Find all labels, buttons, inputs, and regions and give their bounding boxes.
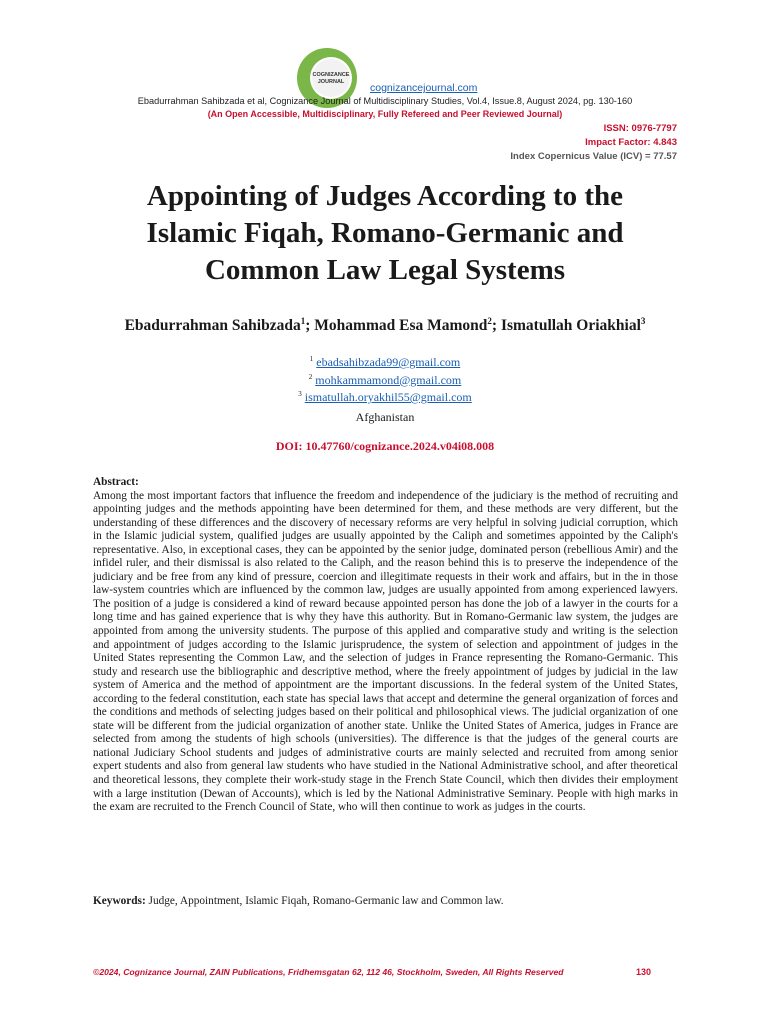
country: Afghanistan bbox=[355, 410, 415, 424]
abstract-text: Among the most important factors that influence the freedom and independence of the judiciary is the method of recruiting and appointing judges and the methods appointing have been determined for them, and these methods are very different, but the understanding of these differences and the discovery of necessary reforms are very helpful in solving judicial corruption, which in the Islamic judicial system, qualified judges are usually appointed by the Caliph and sometimes appointed by the Caliph's representative. Also, in exceptional cases, they can be appointed by the senior judge, dominated person (rebellious Amir) and the infidel ruler, and their dismissal is also related to the Caliph, and the reason behind this is to preserve the independence of the judiciary and be free from any kind of pressure, coercion and illegitimate requests in their work and affairs, but in the in those law-system countries which are influenced by the common law, judges are usually appointed from among experienced lawyers. The position of a judge is considered a kind of reward because appointed person has done the job of a lawyer in the courts for a long time and has gained experience that is why they have this authority. But in Romano-Germanic law system, the judges are appointed from among the university students. The purpose of this applied and comparative study and writing is the selection and appointment of judges according to the Islamic jurisprudence, the system of selection and appointment of judges in the United States representing the Common Law, and the selection of judges in France representing the Romano-Germanic. This study and research use the bibliographic and descriptive method, where the freely appointment of judges by judicial in the law system of America and the method of appointment are the important discussions. In the federal system of the United States, according to the federal constitution, each state has special laws that accept and determine the general organization of forces and the conditions and methods of selecting judges based on their political and philosophical views. The judicial organization of one state will be different from the judicial organization of another state. Unlike the United States of America, judges in France are selected from among the students of high schools (universities). The difference is that the judges of the general courts are national Judiciary School students and judges of administrative courts are mainly selected and recruited from among senior expert students and also from general law students who have studied in the National Administrative school, and after theoretical and theoretical lessons, they complete their work-study stage in the French State Council, which then divides their employment with a large institution (Dewan of Accounts), which is led by the National Administrative Seminary. People with high marks in the exam are recruited to the French Council of State, who will then continue to work as judges in the courts. bbox=[93, 489, 678, 814]
author-separator: ; bbox=[305, 317, 315, 335]
abstract bbox=[93, 476, 678, 815]
issn: ISSN: 0976-7797 bbox=[603, 123, 677, 134]
email-index: 3 bbox=[298, 390, 302, 398]
author-list bbox=[40, 316, 730, 335]
svg-text:JOURNAL: JOURNAL bbox=[317, 79, 345, 85]
journal-site-link[interactable]: cognizancejournal.com bbox=[370, 82, 478, 94]
author-separator: ; bbox=[491, 317, 501, 335]
title-line: Islamic Fiqah, Romano-Germanic and bbox=[146, 217, 624, 249]
doi-link[interactable]: DOI: 10.47760/cognizance.2024.v04i08.008 bbox=[275, 439, 495, 453]
title-line: Appointing of Judges According to the bbox=[146, 180, 624, 212]
author-affiliation: 3 bbox=[640, 316, 646, 326]
abstract-heading: Abstract: bbox=[93, 476, 139, 488]
keywords-label: Keywords: bbox=[93, 895, 146, 907]
email-item bbox=[0, 352, 770, 370]
keywords-text: Judge, Appointment, Islamic Fiqah, Romano-Germanic law and Common law. bbox=[145, 895, 504, 907]
email-item bbox=[0, 387, 770, 405]
page-number: 130 bbox=[636, 967, 652, 977]
icv-value: Index Copernicus Value (ICV) = 77.57 bbox=[510, 151, 677, 162]
email-index: 2 bbox=[308, 372, 313, 381]
citation-line: Ebadurrahman Sahibzada et al, Cognizance Journal of Multidisciplinary Studies, Vol.4, Issue.8, August 2024, pg. 130-160 bbox=[137, 96, 633, 106]
author-affiliation: 1 bbox=[300, 316, 306, 326]
author-name: Ismatullah Oriakhial bbox=[500, 317, 641, 335]
author-name: Mohammad Esa Mamond bbox=[314, 317, 488, 335]
keywords bbox=[93, 895, 678, 907]
svg-text:COGNIZANCE: COGNIZANCE bbox=[312, 72, 350, 78]
email-link[interactable]: ismatullah.oryakhil55@gmail.com bbox=[304, 390, 472, 404]
email-link[interactable]: ebadsahibzada99@gmail.com bbox=[316, 355, 461, 369]
author-affiliation: 2 bbox=[487, 316, 492, 326]
open-access-note: (An Open Accessible, Multidisciplinary, Fully Refereed and Peer Reviewed Journal) bbox=[207, 109, 563, 119]
impact-factor: Impact Factor: 4.843 bbox=[585, 137, 677, 148]
paper-title bbox=[60, 178, 710, 289]
email-index: 1 bbox=[309, 355, 314, 363]
email-list bbox=[0, 352, 770, 405]
email-item bbox=[0, 370, 770, 388]
title-line: Common Law Legal Systems bbox=[204, 254, 566, 286]
email-link[interactable]: mohkammamond@gmail.com bbox=[315, 372, 462, 387]
author-name: Ebadurrahman Sahibzada bbox=[124, 317, 301, 335]
footer-copyright: ©2024, Cognizance Journal, ZAIN Publications, Fridhemsgatan 62, 112 46, Stockholm, Sweden, All Rights Reserved bbox=[93, 967, 564, 977]
